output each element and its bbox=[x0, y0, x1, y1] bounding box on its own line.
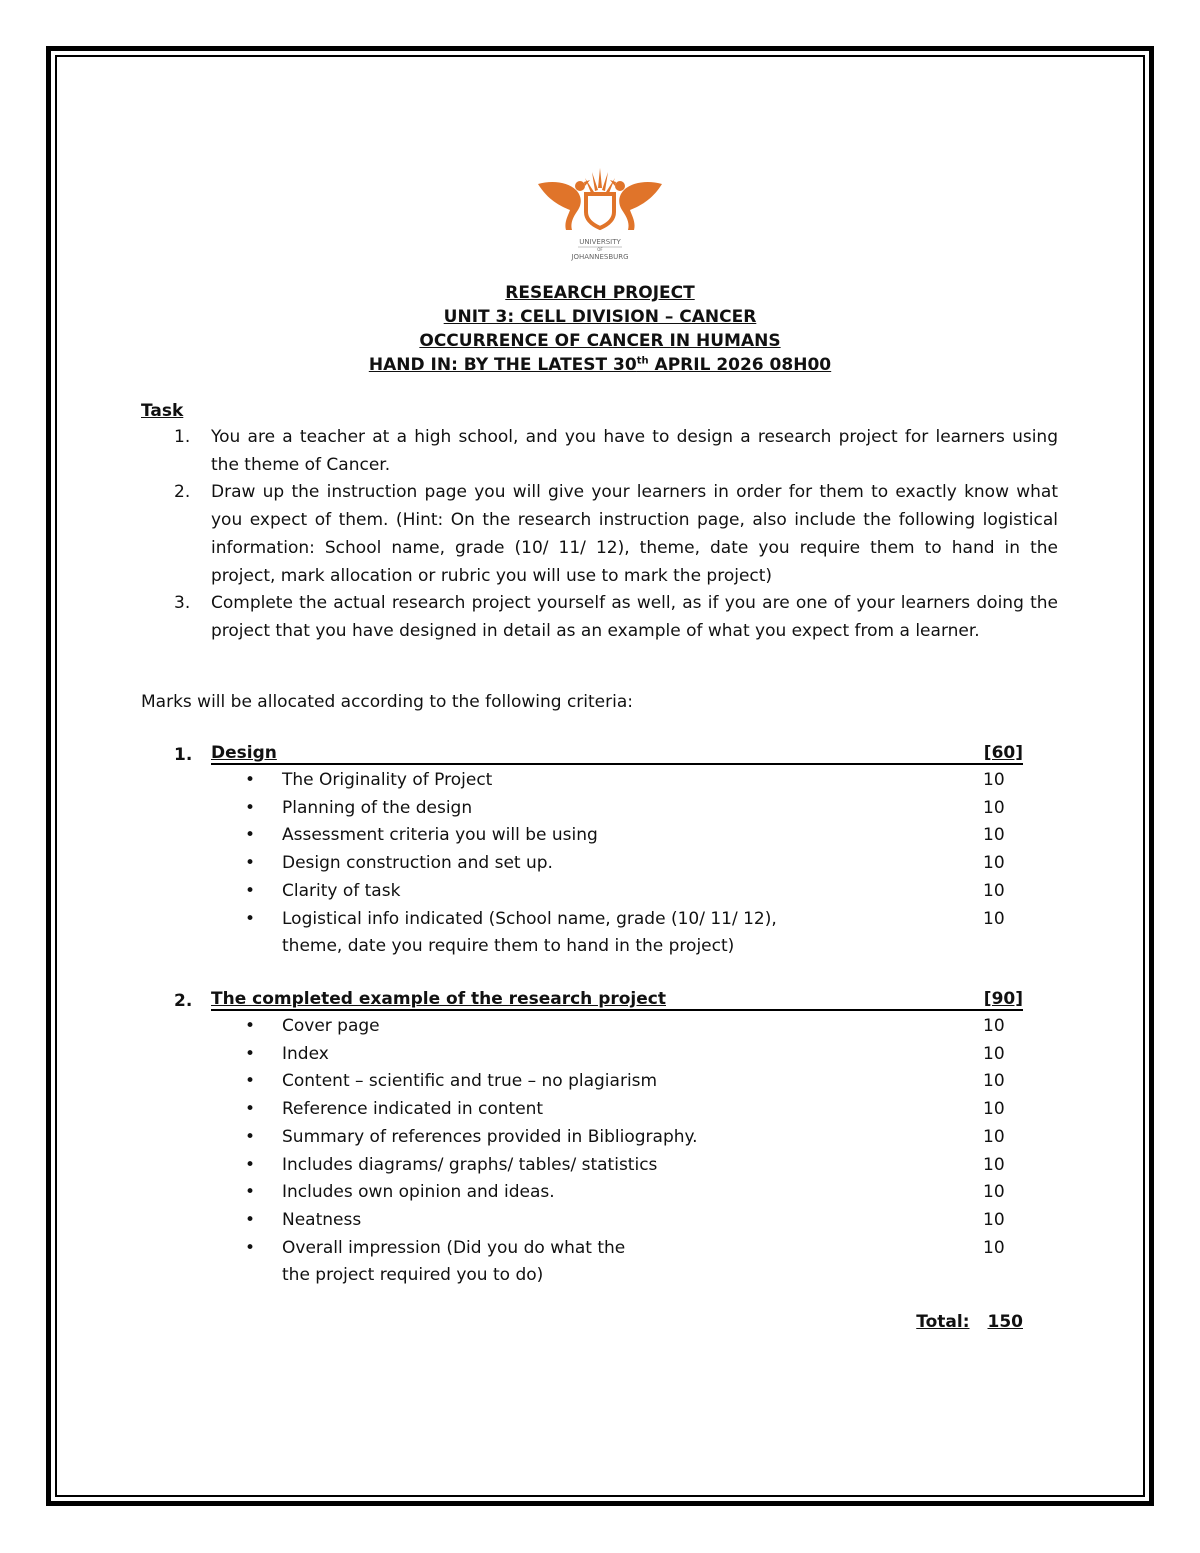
task-item bbox=[174, 424, 1058, 479]
bullet: • bbox=[245, 770, 256, 790]
bullet: • bbox=[245, 1182, 256, 1203]
criteria-mark: 10 bbox=[983, 853, 1005, 874]
bullet: • bbox=[245, 1154, 256, 1175]
section-title: The completed example of the research project bbox=[211, 989, 666, 1009]
logo-text-johannesburg: JOHANNESBURG bbox=[571, 253, 629, 261]
criteria-mark: 10 bbox=[983, 1126, 1005, 1147]
criteria-item bbox=[211, 1041, 1023, 1069]
logo-emblem-icon bbox=[538, 168, 662, 230]
criteria-mark: 10 bbox=[983, 1154, 1005, 1175]
criteria-list bbox=[211, 767, 1023, 961]
title-line-4: HAND IN: BY THE LATEST 30th APRIL 2026 08H00 bbox=[368, 355, 832, 375]
section-title: Design bbox=[211, 743, 277, 763]
criteria-text: Reference indicated in content bbox=[282, 1099, 544, 1120]
criteria-text: Assessment criteria you will be using bbox=[282, 825, 598, 846]
bullet: • bbox=[245, 1237, 256, 1258]
criteria-item bbox=[211, 767, 1023, 795]
criteria-intro: Marks will be allocated according to the following criteria: bbox=[141, 692, 633, 712]
task-item-number: 1. bbox=[174, 427, 191, 447]
task-item-number: 3. bbox=[174, 593, 191, 614]
criteria-mark: 10 bbox=[983, 1071, 1005, 1092]
criteria-text: Cover page bbox=[282, 1016, 380, 1036]
criteria-text: Overall impression (Did you do what the the project required you to do) bbox=[282, 1237, 626, 1286]
bullet: • bbox=[245, 880, 256, 901]
task-item bbox=[174, 479, 1058, 590]
criteria-text: Planning of the design bbox=[282, 797, 473, 818]
bullet: • bbox=[245, 1099, 256, 1120]
section-number: 1. bbox=[174, 745, 193, 765]
task-item-text: Draw up the instruction page you will give your learners in order for them to exactly know what you expect of them. (Hint: On the research instruction page, also include the following logistical information: School name, grade (10/ 11/ 12), theme, date you require them to hand in the project, mark allocation or rubric you will use to mark the project) bbox=[211, 482, 1058, 586]
criteria-mark: 10 bbox=[983, 825, 1005, 846]
bullet: • bbox=[245, 825, 256, 846]
criteria-item bbox=[211, 1096, 1023, 1124]
criteria-text: Includes diagrams/ graphs/ tables/ statistics bbox=[282, 1154, 658, 1175]
criteria-item bbox=[211, 1068, 1023, 1096]
section-heading bbox=[174, 985, 1023, 1011]
bullet: • bbox=[245, 1043, 256, 1064]
university-logo bbox=[530, 160, 670, 265]
criteria-item bbox=[211, 795, 1023, 823]
logo-text-of: OF bbox=[597, 247, 603, 252]
title-line-1: RESEARCH PROJECT bbox=[505, 283, 695, 303]
criteria-text: Index bbox=[282, 1043, 329, 1064]
title-line-2: UNIT 3: CELL DIVISION – CANCER bbox=[443, 307, 757, 327]
criteria-item bbox=[211, 1207, 1023, 1235]
criteria-mark: 10 bbox=[983, 1182, 1005, 1203]
bullet: • bbox=[245, 797, 256, 818]
task-item-text: Complete the actual research project yourself as well, as if you are one of your learners doing the project that you have designed in detail as an example of what you expect from a learner. bbox=[211, 593, 1058, 641]
criteria-text: The Originality of Project bbox=[282, 770, 493, 790]
criteria-mark: 10 bbox=[983, 880, 1005, 901]
criteria-item bbox=[211, 878, 1023, 906]
bullet: • bbox=[245, 908, 256, 929]
section-total: [60] bbox=[983, 743, 1023, 763]
task-heading: Task bbox=[141, 401, 184, 421]
bullet: • bbox=[245, 1071, 256, 1092]
criteria-item bbox=[211, 1152, 1023, 1180]
criteria-mark: 10 bbox=[983, 797, 1005, 818]
criteria-item bbox=[211, 1124, 1023, 1152]
criteria-mark: 10 bbox=[983, 1209, 1005, 1230]
criteria-item bbox=[211, 822, 1023, 850]
task-item-number: 2. bbox=[174, 482, 191, 503]
section-number: 2. bbox=[174, 991, 193, 1011]
criteria-text: Design construction and set up. bbox=[282, 853, 553, 874]
title-block bbox=[140, 281, 1060, 377]
criteria-text: Summary of references provided in Bibliography. bbox=[282, 1126, 698, 1147]
bullet: • bbox=[245, 853, 256, 874]
criteria-text: Neatness bbox=[282, 1209, 362, 1230]
section-total: [90] bbox=[983, 989, 1023, 1009]
total-label: Total: bbox=[916, 1312, 970, 1332]
bullet: • bbox=[245, 1016, 256, 1036]
section-heading bbox=[174, 739, 1023, 765]
logo-text-university: UNIVERSITY bbox=[579, 238, 621, 246]
criteria-list bbox=[211, 1013, 1023, 1290]
criteria-text: Includes own opinion and ideas. bbox=[282, 1182, 555, 1203]
task-list bbox=[174, 424, 1058, 646]
criteria-item bbox=[211, 906, 1023, 961]
criteria-text: Logistical info indicated (School name, grade (10/ 11/ 12), theme, date you require them to hand in the project) bbox=[282, 908, 777, 957]
criteria-item bbox=[211, 1179, 1023, 1207]
criteria-mark: 10 bbox=[983, 770, 1005, 790]
criteria-mark: 10 bbox=[983, 1099, 1005, 1120]
criteria-mark: 10 bbox=[983, 1043, 1005, 1064]
criteria-item bbox=[211, 850, 1023, 878]
criteria-mark: 10 bbox=[983, 1016, 1005, 1036]
total-value: 150 bbox=[987, 1312, 1023, 1332]
title-line-3: OCCURRENCE OF CANCER IN HUMANS bbox=[419, 331, 781, 351]
task-item bbox=[174, 590, 1058, 645]
criteria-mark: 10 bbox=[983, 1237, 1005, 1258]
criteria-item bbox=[211, 1013, 1023, 1041]
bullet: • bbox=[245, 1209, 256, 1230]
bullet: • bbox=[245, 1126, 256, 1147]
task-item-text: You are a teacher at a high school, and you have to design a research project for learners using the theme of Cancer. bbox=[211, 427, 1058, 475]
section-design bbox=[174, 739, 1023, 961]
criteria-item bbox=[211, 1235, 1023, 1290]
section-completed-example bbox=[174, 985, 1023, 1290]
criteria-text: Content – scientific and true – no plagiarism bbox=[282, 1071, 658, 1092]
grand-total bbox=[880, 1312, 1023, 1332]
criteria-mark: 10 bbox=[983, 908, 1005, 929]
criteria-text: Clarity of task bbox=[282, 880, 401, 901]
